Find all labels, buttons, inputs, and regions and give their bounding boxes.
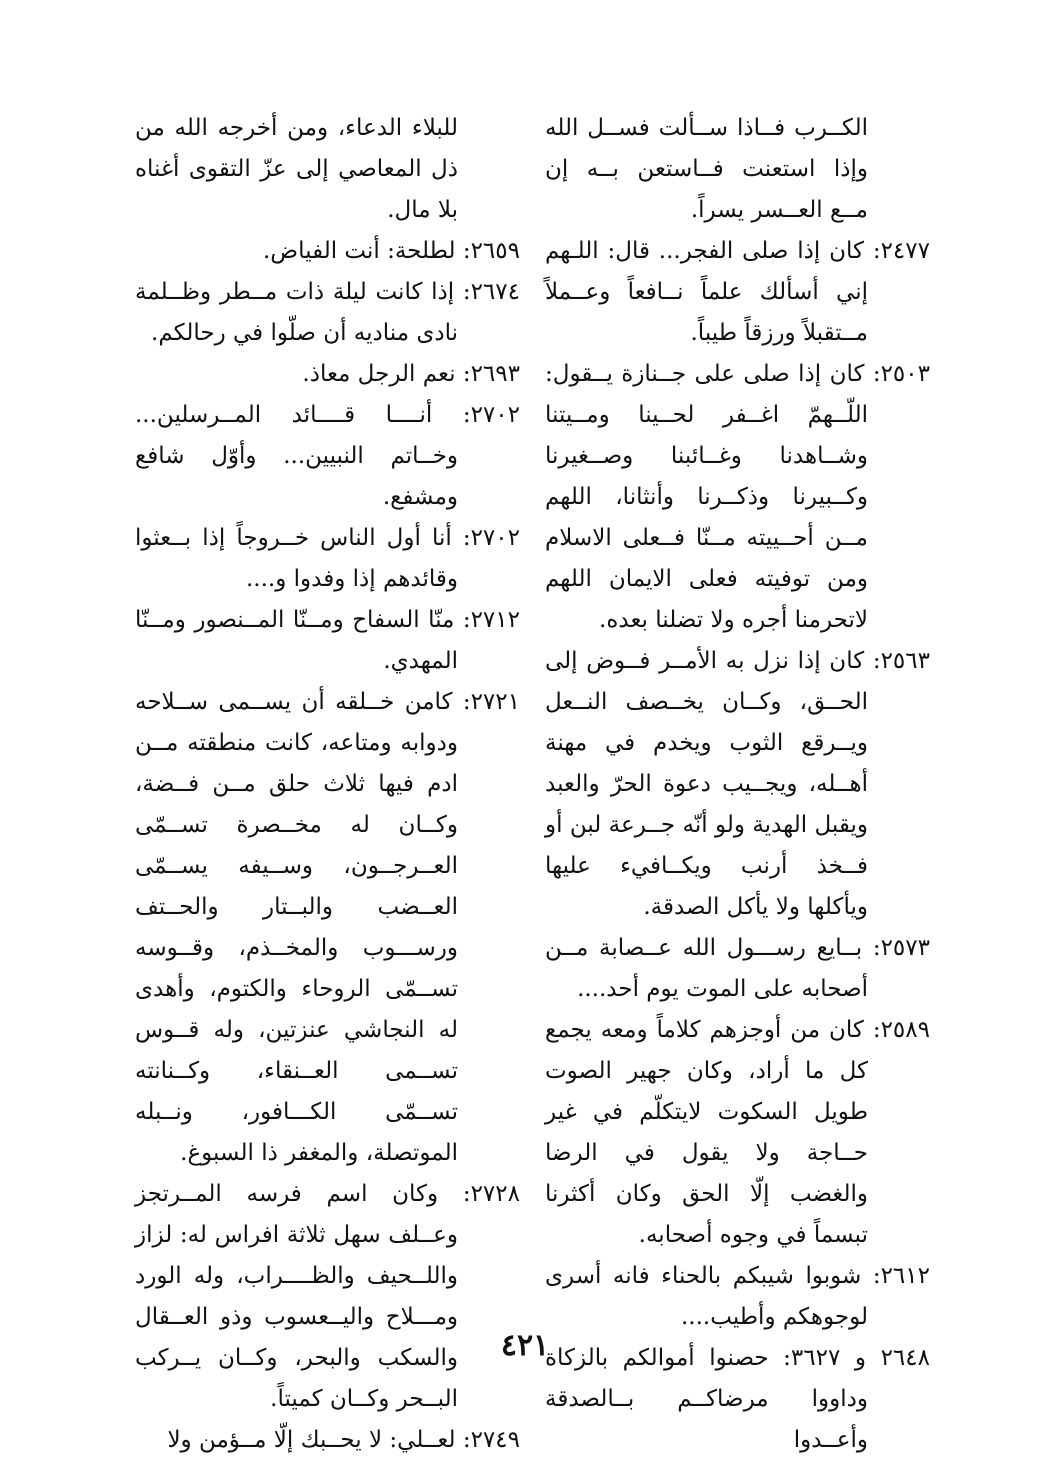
continued-entry	[135, 108, 520, 231]
entry-text: للبلاء الدعاء، ومن أخرجه الله من ذل المعاصي إلى عزّ التقوى أغناه بلا مال.	[135, 115, 458, 223]
right-column	[545, 108, 930, 1461]
hadith-entry	[545, 641, 930, 928]
entry-text: ٢٦٤٨ و ٣٦٢٧: حصنوا أموالكم بالزكاة وداووا مرضاكــم بــالصدقة وأعــدوا	[545, 1345, 930, 1453]
continued-entry	[545, 108, 930, 231]
hadith-entry	[135, 231, 520, 272]
hadith-entry	[135, 395, 520, 518]
entry-text: ٢٦١٢: شوبوا شيبكم بالحناء فانه أسرى لوجوهكم وأطيب....	[545, 1263, 930, 1330]
entry-text: ٢٧٢٨: وكان اسم فرسه المــرتجز وعــلف سهل ثلاثة افراس له: لزاز واللــحيف والظــــراب، وله الورد ومـــلاح واليــعسوب وذو العــقال والسكب والبحر، وكــان يــركب البــحر وكــان كميتاً.	[135, 1181, 520, 1412]
entry-text: ٢٧٠٢: أنا أول الناس خــروجاً إذا بــعثوا وقائدهم إذا وفدوا و....	[135, 525, 520, 592]
entry-text: ٢٧٤٩: لعــلي: لا يحــبك إلّا مــؤمن ولا	[167, 1427, 520, 1453]
hadith-entry	[545, 928, 930, 1010]
entry-text: الكــرب فــاذا ســألت فســل الله وإذا استعنت فــاستعن بــه إن مــع العــسر يسراً.	[545, 115, 868, 223]
left-column	[135, 108, 520, 1461]
entry-text: ٢٥٧٣: بــايع رســـول الله عــصابة مــن أصحابه على الموت يوم أحد....	[545, 935, 930, 1002]
page-number: ٤٢١	[500, 1328, 550, 1363]
entry-text: ٢٥٦٣: كان إذا نزل به الأمــر فــوض إلى الحــق، وكــان يخــصف النــعل ويــرقع الثوب ويخدم في مهنة أهــله، ويجــيب دعوة الحرّ والعبد ويقبل الهدية ولو أنّه جــرعة لبن أو فــخذ أرنب ويكــافيء عليها ويأكلها ولا يأكل الصدقة.	[545, 648, 930, 920]
hadith-entry	[135, 1420, 520, 1461]
entry-text: ٢٦٧٤: إذا كانت ليلة ذات مــطر وظــلمة نادى مناديه أن صلّوا في رحالكم.	[135, 279, 520, 346]
hadith-entry	[135, 518, 520, 600]
hadith-entry	[545, 231, 930, 354]
hadith-entry	[135, 600, 520, 682]
entry-text: ٢٥٨٩: كان من أوجزهم كلاماً ومعه يجمع كل ما أراد، وكان جهير الصوت طويل السكوت لايتكلّم في غير حــاجة ولا يقول في الرضا والغضب إلّا الحق وكان أكثرنا تبسماً في وجوه أصحابه.	[545, 1017, 930, 1248]
hadith-entry	[135, 1174, 520, 1420]
hadith-entry	[135, 272, 520, 354]
hadith-entry	[135, 682, 520, 1174]
entry-text: ٢٧١٢: منّا السفاح ومــنّا المــنصور ومــنّا المهدي.	[135, 607, 520, 674]
entry-text: ٢٥٠٣: كان إذا صلى على جــنازة يــقول: اللّــهمّ اغــفر لحــينا ومــيتنا وشــاهدنا وغــائبنا وصــغيرنا وكــبيرنا وذكــرنا وأنثانا، اللهم مــن أحــييته مــنّا فــعلى الاسلام ومن توفيته فعلى الايمان اللهم لاتحرمنا أجره ولا تضلنا بعده.	[545, 361, 930, 633]
entry-text: ٢٤٧٧: كان إذا صلى الفجر... قال: اللـهم إني أسألك علماً نــافعاً وعــملاً مــتقبلاً ورزقاً طيباً.	[545, 238, 930, 346]
hadith-entry	[545, 1010, 930, 1256]
hadith-entry	[545, 354, 930, 641]
hadith-entry	[545, 1256, 930, 1338]
hadith-entry	[135, 354, 520, 395]
entry-text: ٢٦٩٣: نعم الرجل معاذ.	[302, 361, 520, 387]
entry-text: ٢٧٠٢: أنــــا قــــائد المــرسلين... وخــاتم النبيين... وأوّل شافع ومشفع.	[135, 402, 520, 510]
entry-text: ٢٦٥٩: لطلحة: أنت الفياض.	[263, 238, 520, 264]
entry-text: ٢٧٢١: كامن خــلقه أن يســمى ســلاحه ودوابه ومتاعه، كانت منطقته مــن ادم فيها ثلاث حلق مــن فــضة، وكــان له مخــصرة تســمّى العــرجــون، وســيفه يســمّى العــضب والبــتار والحــتف ورســـوب والمخــذم، وقــوسه تســمّى الروحاء والكتوم، وأهدى له النجاشي عنزتين، وله قــوس تســمى العــنقاء، وكــنانته تســمّى الكـــافور، ونــبله الموتصلة، والمغفر ذا السبوغ.	[135, 689, 520, 1166]
